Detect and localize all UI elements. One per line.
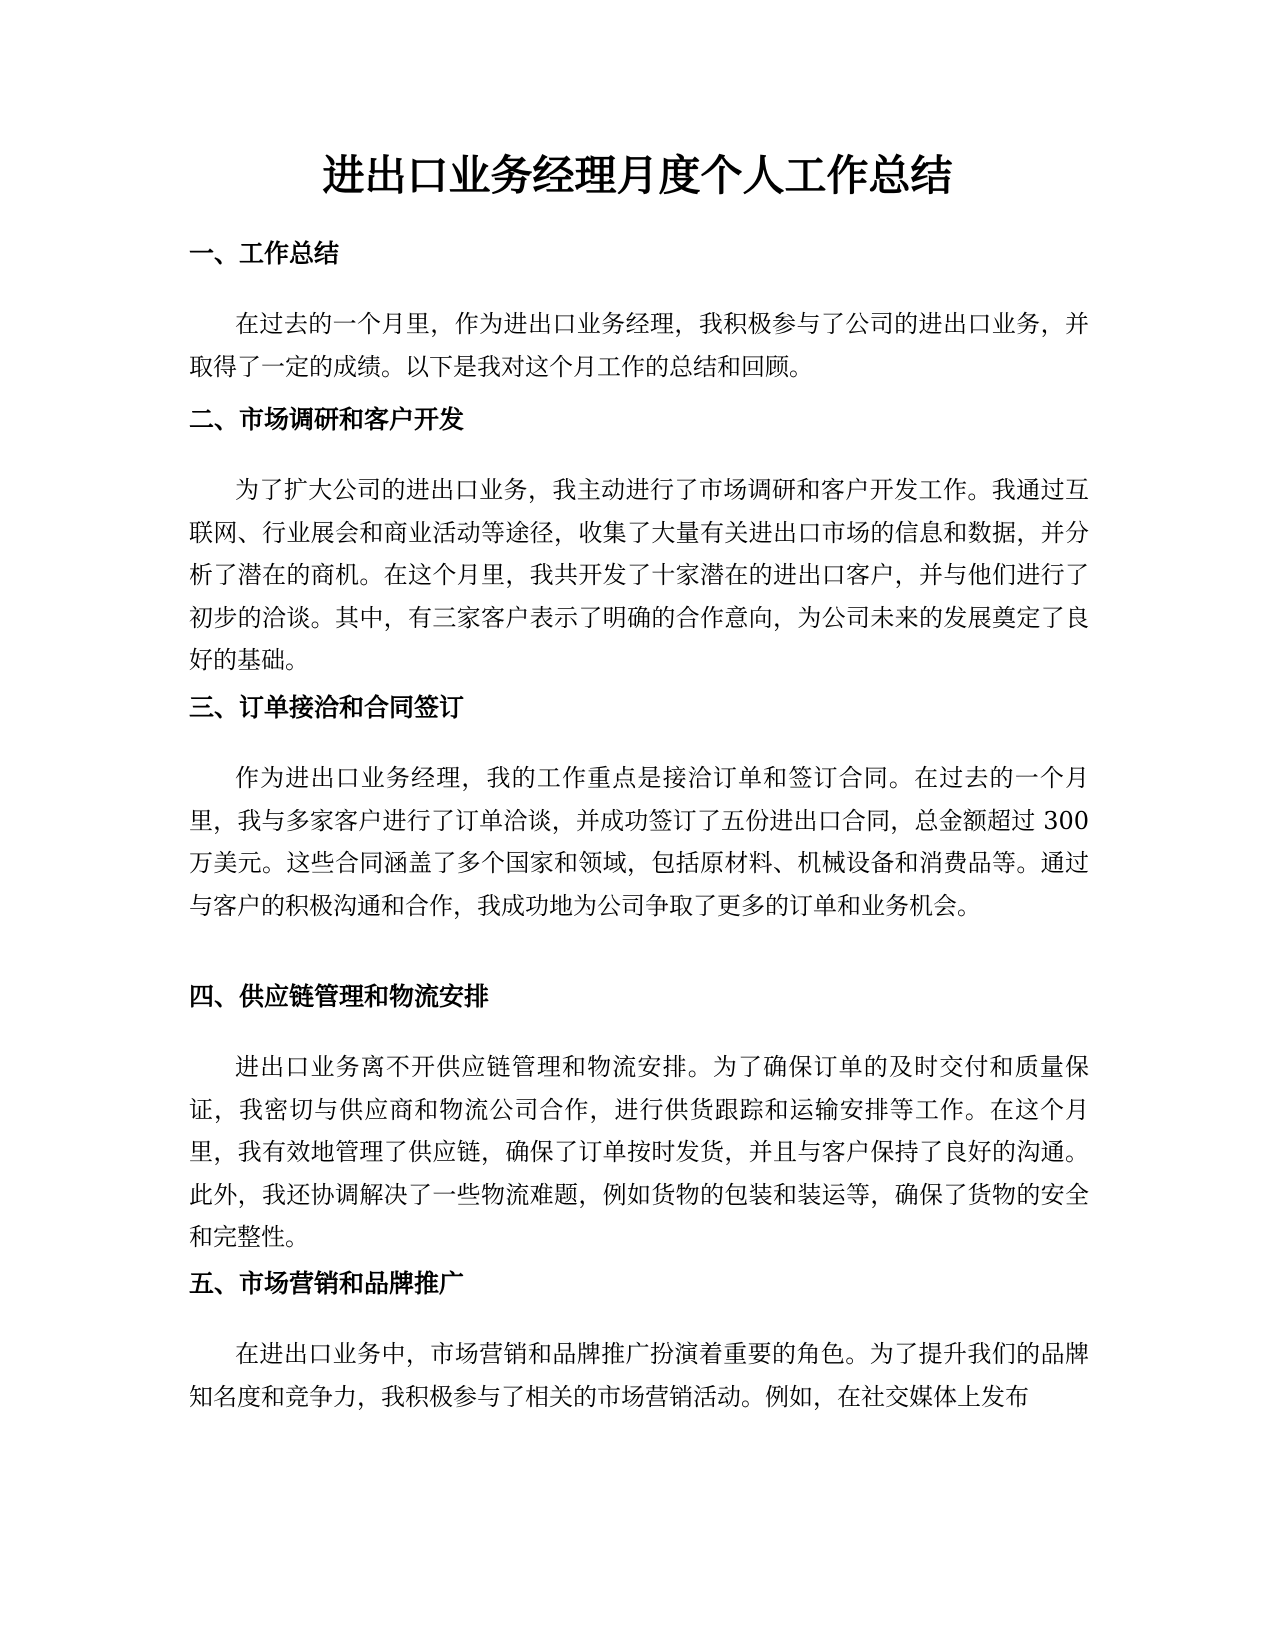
section-supply-chain-logistics	[189, 979, 1089, 1259]
section-paragraph: 进出口业务离不开供应链管理和物流安排。为了确保订单的及时交付和质量保证，我密切与供应商和物流公司合作，进行供货跟踪和运输安排等工作。在这个月里，我有效地管理了供应链，确保了订单按时发货，并且与客户保持了良好的沟通。此外，我还协调解决了一些物流难题，例如货物的包装和装运等，确保了货物的安全和完整性。	[189, 1053, 1089, 1251]
section-paragraph: 在过去的一个月里，作为进出口业务经理，我积极参与了公司的进出口业务，并取得了一定的成绩。以下是我对这个月工作的总结和回顾。	[189, 310, 1089, 381]
section-work-summary	[189, 236, 1089, 388]
section-heading: 四、供应链管理和物流安排	[189, 982, 490, 1011]
section-paragraph: 为了扩大公司的进出口业务，我主动进行了市场调研和客户开发工作。我通过互联网、行业展会和商业活动等途径，收集了大量有关进出口市场的信息和数据，并分析了潜在的商机。在这个月里，我共开发了十家潜在的进出口客户，并与他们进行了初步的洽谈。其中，有三家客户表示了明确的合作意向，为公司未来的发展奠定了良好的基础。	[189, 476, 1089, 674]
section-paragraph: 作为进出口业务经理，我的工作重点是接洽订单和签订合同。在过去的一个月里，我与多家客户进行了订单洽谈，并成功签订了五份进出口合同，总金额超过 300 万美元。这些合同涵盖了多个国家和领域，包括原材料、机械设备和消费品等。通过与客户的积极沟通和合作，我成功地为公司争取了更多的订单和业务机会。	[189, 764, 1089, 920]
section-marketing-branding	[189, 1266, 1089, 1418]
section-paragraph: 在进出口业务中，市场营销和品牌推广扮演着重要的角色。为了提升我们的品牌知名度和竞争力，我积极参与了相关的市场营销活动。例如，在社交媒体上发布	[189, 1340, 1089, 1411]
section-orders-contracts	[189, 690, 1089, 927]
document-title: 进出口业务经理月度个人工作总结	[322, 151, 953, 200]
section-heading: 二、市场调研和客户开发	[189, 405, 465, 434]
section-heading: 五、市场营销和品牌推广	[189, 1269, 465, 1298]
section-market-research	[189, 402, 1089, 682]
section-heading: 一、工作总结	[189, 239, 340, 268]
section-heading: 三、订单接洽和合同签订	[189, 693, 465, 722]
